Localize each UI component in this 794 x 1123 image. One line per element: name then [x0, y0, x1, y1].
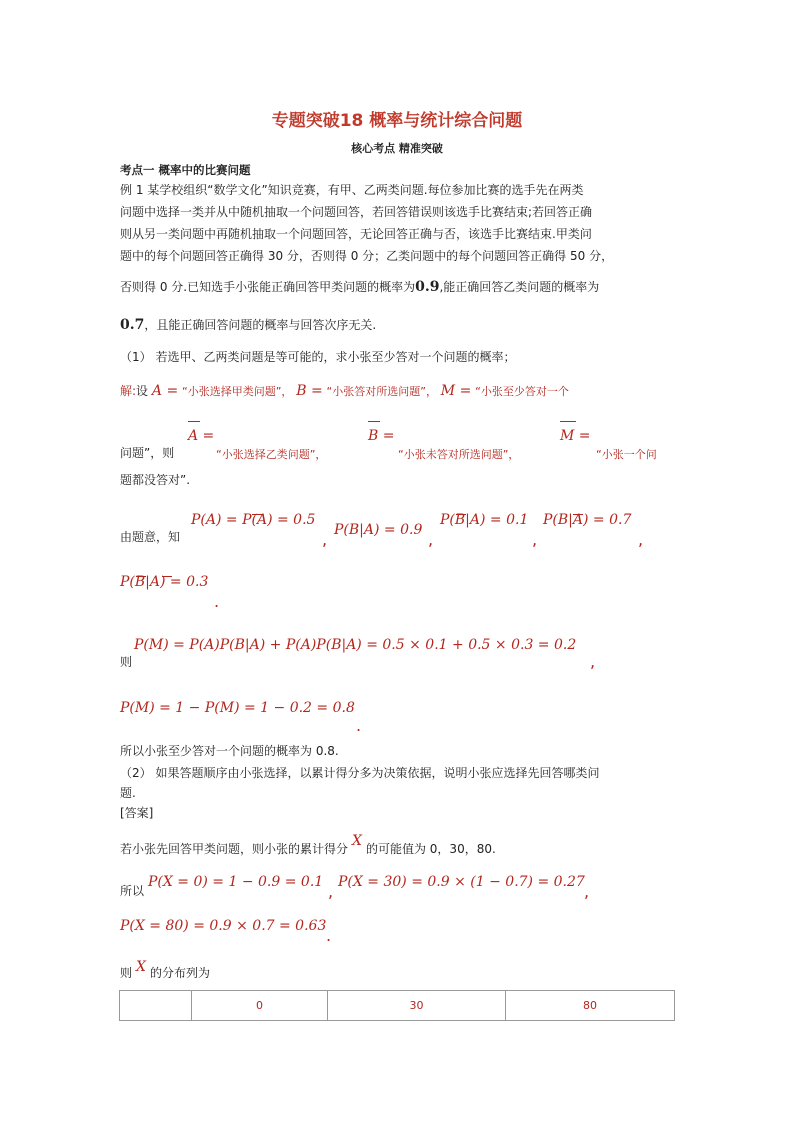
answer-line-1	[120, 833, 496, 860]
event-m-symbol: M =	[440, 383, 472, 399]
event-mbar-symbol: M =	[560, 428, 591, 444]
example-line-4: 题中的每个问题回答正确得 30 分，否则得 0 分；乙类问题中的每个问题回答正确得 50 分，	[120, 249, 614, 263]
overline-m	[560, 421, 576, 422]
solution-set: 设	[136, 384, 149, 398]
event-a-symbol: A =	[151, 383, 179, 399]
solution-label: 解:	[120, 384, 137, 398]
event-mbar-text: “小张一个问	[596, 448, 657, 461]
event-m-text: “小张至少答对一个	[475, 385, 569, 398]
overline-b	[368, 421, 380, 422]
equation-px0: P(X = 0) = 1 − 0.9 = 0.1	[148, 874, 324, 890]
overline-pb-abar	[573, 514, 583, 515]
prob-a-value: 0.9	[415, 279, 440, 295]
table-cell	[120, 991, 192, 1021]
question-2-line-2: 题.	[120, 786, 136, 800]
distribution-label-tail: 的分布列为	[149, 966, 210, 980]
event-abar-symbol: A =	[188, 428, 215, 444]
equation-pa: P(A) = P(A) = 0.5	[191, 512, 316, 528]
period-2: .	[356, 716, 362, 735]
overline-abar	[162, 576, 172, 577]
distribution-label	[120, 959, 210, 984]
event-bbar-text: “小张未答对所选问题”，	[398, 448, 520, 461]
comma-7: ,	[584, 882, 590, 901]
conclusion: 所以小张至少答对一个问题的概率为 0.8.	[120, 744, 339, 758]
solution-line-3: 题都没答对”.	[120, 473, 191, 487]
event-b-text: “小张答对所选问题”，	[326, 385, 437, 398]
solution-line-2-start: 问题”，则	[120, 446, 175, 460]
example-line-1: 例 1 某学校组织“数学文化”知识竞赛，有甲、乙两类问题.每位参加比赛的选手先在两类	[120, 183, 584, 197]
overline-a	[188, 421, 200, 422]
event-a-text: “小张选择甲类问题”，	[182, 385, 293, 398]
variable-x: X	[352, 833, 362, 849]
equation-pm: P(M) = 1 − P(M) = 1 − 0.2 = 0.8	[120, 700, 355, 716]
event-bbar-symbol: B =	[368, 428, 395, 444]
example-line-5-text: 否则得 0 分.已知选手小张能正确回答甲类问题的概率为	[120, 280, 416, 294]
equation-px30: P(X = 30) = 0.9 × (1 − 0.7) = 0.27	[338, 874, 585, 890]
example-line-2: 问题中选择一类并从中随机抽取一个问题回答，若回答错误则该选手比赛结束;若回答正确	[120, 205, 593, 219]
equation-pbbar-a: P(B|A) = 0.1	[440, 512, 529, 528]
then-label: 则	[120, 655, 133, 669]
answer-line-1-tail: 的可能值为 0，30，80.	[365, 842, 496, 856]
equation-px80: P(X = 80) = 0.9 × 0.7 = 0.63	[120, 918, 327, 934]
table-row	[120, 991, 675, 1021]
question-2-line-1: （2） 如果答题顺序由小张选择，以累计得分多为决策依据，说明小张应选择先回答哪类问	[120, 766, 600, 780]
distribution-table	[119, 990, 675, 1021]
table-cell: 80	[506, 991, 675, 1021]
equation-pba: P(B|A) = 0.9	[334, 522, 423, 538]
comma-6: ,	[328, 882, 334, 901]
event-abar-text: “小张选择乙类问题”，	[216, 448, 327, 461]
variable-x-2: X	[136, 959, 146, 975]
example-line-5-tail: ,能正确回答乙类问题的概率为	[439, 280, 600, 294]
solution-line-1	[120, 380, 569, 403]
period-3: .	[326, 926, 332, 945]
so-label: 所以	[120, 884, 145, 898]
distribution-label-start: 则	[120, 966, 133, 980]
question-1: （1） 若选甲、乙两类问题是等可能的，求小张至少答对一个问题的概率；	[120, 350, 516, 364]
equation-pbbar-abar: P(B|A) = 0.3	[120, 574, 209, 590]
table-cell: 0	[192, 991, 328, 1021]
overline-pa	[252, 514, 262, 515]
comma-1: ,	[322, 530, 328, 549]
equation-pmbar: P(M) = P(A)P(B|A) + P(A)P(B|A) = 0.5 × 0.1 + 0.5 × 0.3 = 0.2	[134, 637, 577, 653]
page-title: 专题突破18 概率与统计综合问题	[271, 111, 523, 131]
comma-5: ,	[590, 652, 596, 671]
answer-label: [答案]	[120, 806, 154, 820]
page-subtitle: 核心考点 精准突破	[351, 142, 443, 155]
equation-pb-abar: P(B|A) = 0.7	[543, 512, 632, 528]
example-line-6-text: ，且能正确回答问题的概率与回答次序无关.	[144, 318, 377, 332]
answer-line-1-text: 若小张先回答甲类问题，则小张的累计得分	[120, 842, 349, 856]
prob-b-value: 0.7	[120, 317, 145, 333]
period-1: .	[214, 592, 220, 611]
comma-2: ,	[428, 530, 434, 549]
given-prefix: 由题意，知	[120, 530, 181, 544]
comma-4: ,	[638, 530, 644, 549]
event-b-symbol: B =	[296, 383, 323, 399]
example-line-5	[120, 276, 599, 298]
table-cell: 30	[328, 991, 506, 1021]
section-heading: 考点一 概率中的比赛问题	[120, 163, 251, 177]
comma-3: ,	[532, 530, 538, 549]
example-line-3: 则从另一类问题中再随机抽取一个问题回答，无论回答正确与否，该选手比赛结束.甲类问	[120, 227, 592, 241]
overline-pbbar	[136, 576, 146, 577]
overline-pbbar-a	[456, 514, 466, 515]
example-line-6	[120, 314, 376, 336]
